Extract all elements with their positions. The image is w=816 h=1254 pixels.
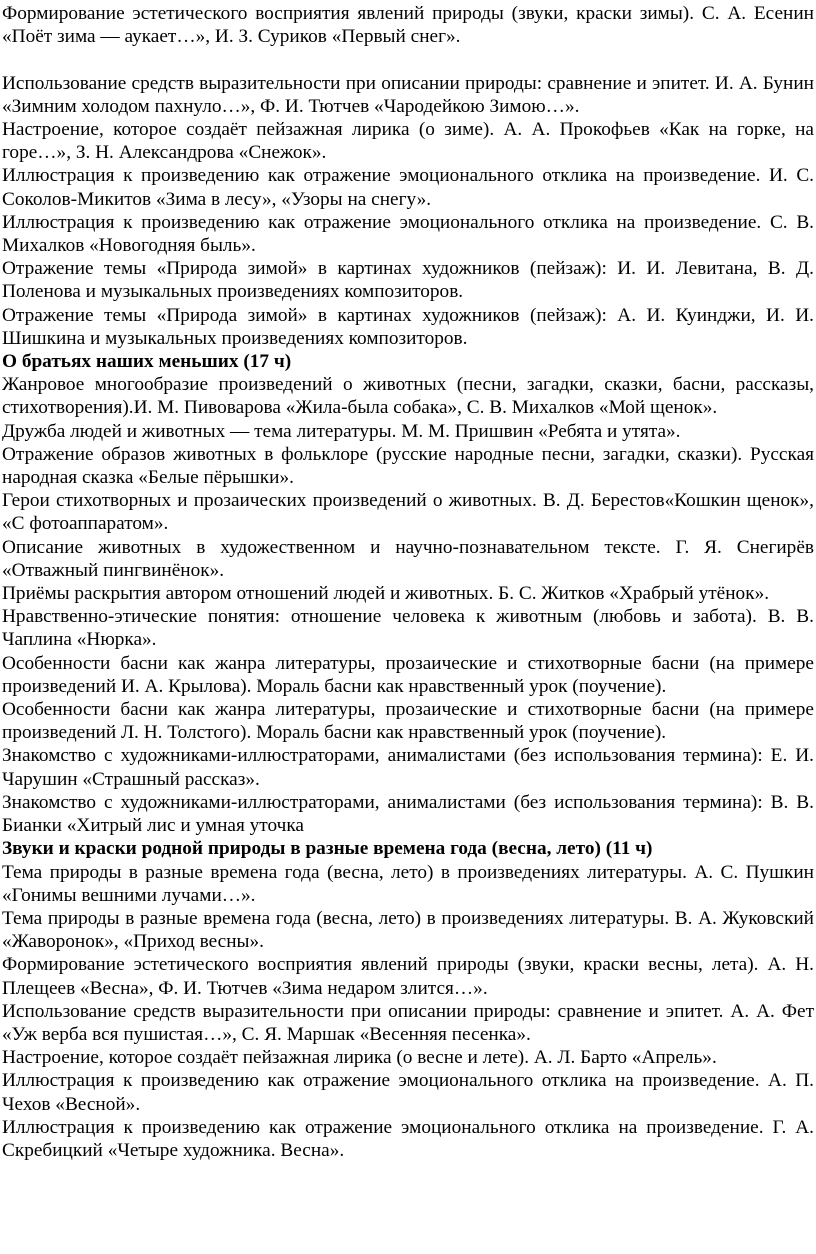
paragraph: Жанровое многообразие произведений о животных (песни, загадки, сказки, басни, рассказы, стихотворения).И. М. Пивоварова «Жила-была собака», С. В. Михалков «Мой щенок». <box>2 374 814 419</box>
paragraph: Иллюстрация к произведению как отражение эмоционального отклика на произведение. А. П. Чехов «Весной». <box>2 1070 814 1115</box>
paragraph: Иллюстрация к произведению как отражение эмоционального отклика на произведение. Г. А. Скребицкий «Четыре художника. Весна». <box>2 1116 814 1161</box>
blank-line <box>2 48 814 71</box>
paragraph: Отражение темы «Природа зимой» в картинах художников (пейзаж): А. И. Куинджи, И. И. Шишкина и музыкальных произведениях композиторов. <box>2 304 814 349</box>
paragraph: Особенности басни как жанра литературы, прозаические и стихотворные басни (на примере произведений И. А. Крылова). Мораль басни как нравственный урок (поучение). <box>2 652 814 697</box>
section-heading: Звуки и краски родной природы в разные времена года (весна, лето) (11 ч) <box>2 838 653 860</box>
paragraph: Дружба людей и животных — тема литературы. М. М. Пришвин «Ребята и утята». <box>2 420 681 442</box>
paragraph: Иллюстрация к произведению как отражение эмоционального отклика на произведение. И. С. Соколов-Микитов «Зима в лесу», «Узоры на снегу». <box>2 165 814 210</box>
section-heading: О братьях наших меньших (17 ч) <box>2 351 292 373</box>
paragraph: Формирование эстетического восприятия явлений природы (звуки, краски зимы). С. А. Есенин «Поёт зима — аукает…», И. З. Суриков «Первый снег». <box>2 3 814 48</box>
paragraph: Отражение темы «Природа зимой» в картинах художников (пейзаж): И. И. Левитана, В. Д. Поленова и музыкальных произведениях композиторов. <box>2 258 814 303</box>
paragraph: Герои стихотворных и прозаических произведений о животных. В. Д. Берестов«Кошкин щенок», «С фотоаппаратом». <box>2 490 814 535</box>
paragraph: Настроение, которое создаёт пейзажная лирика (о весне и лете). А. Л. Барто «Апрель». <box>2 1047 717 1069</box>
paragraph: Иллюстрация к произведению как отражение эмоционального отклика на произведение. С. В. Михалков «Новогодняя быль». <box>2 211 814 257</box>
paragraph: Формирование эстетического восприятия явлений природы (звуки, краски весны, лета). А. Н. Плещеев «Весна», Ф. И. Тютчев «Зима недаром злится…». <box>2 954 814 999</box>
paragraph: Особенности басни как жанра литературы, прозаические и стихотворные басни (на примере произведений Л. Н. Толстого). Мораль басни как нравственный урок (поучение). <box>2 699 814 744</box>
paragraph: Знакомство с художниками-иллюстраторами, анималистами (без использования термина): Е. И. Чарушин «Страшный рассказ». <box>2 745 814 790</box>
paragraph: Знакомство с художниками-иллюстраторами, анималистами (без использования термина): В. В. Бианки «Хитрый лис и умная уточка <box>2 791 814 837</box>
paragraph: Использование средств выразительности при описании природы: сравнение и эпитет. А. А. Фет «Уж верба вся пушистая…», С. Я. Маршак «Весенняя песенка». <box>2 1000 814 1045</box>
paragraph: Настроение, которое создаёт пейзажная лирика (о зиме). А. А. Прокофьев «Как на горке, на горе…», З. Н. Александрова «Снежок». <box>2 119 814 164</box>
paragraph: Использование средств выразительности при описании природы: сравнение и эпитет. И. А. Бунин «Зимним холодом пахнуло…», Ф. И. Тютчев «Чародейкою Зимою…». <box>2 72 814 117</box>
paragraph: Нравственно-этические понятия: отношение человека к животным (любовь и забота). В. В. Чаплина «Нюрка». <box>2 606 814 651</box>
paragraph: Приёмы раскрытия автором отношений людей и животных. Б. С. Житков «Храбрый утёнок». <box>2 583 770 605</box>
paragraph: Описание животных в художественном и научно-познавательном тексте. Г. Я. Снегирёв «Отважный пингвинёнок». <box>2 536 814 581</box>
paragraph: Тема природы в разные времена года (весна, лето) в произведениях литературы. В. А. Жуковский «Жаворонок», «Приход весны». <box>2 907 814 953</box>
paragraph: Отражение образов животных в фольклоре (русские народные песни, загадки, сказки). Русская народная сказка «Белые пёрышки». <box>2 443 814 489</box>
paragraph: Тема природы в разные времена года (весна, лето) в произведениях литературы. А. С. Пушкин «Гонимы вешними лучами…». <box>2 861 814 906</box>
